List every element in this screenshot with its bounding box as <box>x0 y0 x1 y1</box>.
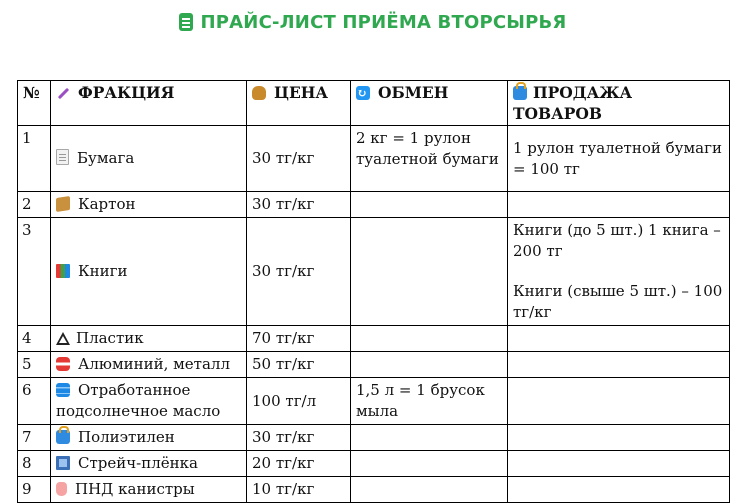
row-sale <box>508 326 730 352</box>
shopping-bag-icon <box>513 86 527 100</box>
row-price: 50 тг/кг <box>247 352 351 378</box>
row-fraction <box>51 451 247 477</box>
row-exchange <box>351 451 508 477</box>
row-price: 70 тг/кг <box>247 326 351 352</box>
paper-icon <box>56 149 69 165</box>
film-icon <box>56 456 70 470</box>
sale-line: Книги (до 5 шт.) 1 книга – 200 тг <box>513 221 721 260</box>
header-price <box>247 81 351 126</box>
recycle-icon <box>56 332 70 345</box>
fraction-name: ПНД канистры <box>75 480 195 498</box>
row-price: 20 тг/кг <box>247 451 351 477</box>
fraction-name: Алюминий, металл <box>78 355 230 373</box>
header-exchange-label: ОБМЕН <box>378 83 449 102</box>
oil-barrel-icon <box>56 383 70 397</box>
table-row <box>18 378 730 425</box>
row-fraction <box>51 352 247 378</box>
row-sale <box>508 192 730 218</box>
row-fraction <box>51 326 247 352</box>
row-sale <box>508 477 730 503</box>
row-exchange <box>351 477 508 503</box>
row-price: 30 тг/кг <box>247 126 351 192</box>
clipboard-icon <box>179 13 193 31</box>
row-exchange <box>351 218 508 326</box>
row-price: 30 тг/кг <box>247 425 351 451</box>
row-fraction <box>51 126 247 192</box>
row-price: 30 тг/кг <box>247 218 351 326</box>
fraction-name: Пластик <box>76 329 144 347</box>
row-num: 1 <box>18 126 51 192</box>
row-num: 2 <box>18 192 51 218</box>
row-sale <box>508 352 730 378</box>
bag-icon <box>56 430 70 444</box>
row-num: 3 <box>18 218 51 326</box>
row-price: 100 тг/л <box>247 378 351 425</box>
row-exchange <box>351 326 508 352</box>
header-fraction-label: ФРАКЦИЯ <box>78 83 175 102</box>
fraction-name: Бумага <box>77 149 135 167</box>
row-sale <box>508 378 730 425</box>
table-row <box>18 192 730 218</box>
page-title <box>0 12 745 33</box>
fraction-name: Отработанное подсолнечное масло <box>56 381 221 420</box>
header-exchange <box>351 81 508 126</box>
row-exchange <box>351 352 508 378</box>
exchange-icon <box>356 86 370 100</box>
table-header-row <box>18 81 730 126</box>
row-price: 30 тг/кг <box>247 192 351 218</box>
row-fraction <box>51 477 247 503</box>
row-fraction <box>51 218 247 326</box>
table-row <box>18 425 730 451</box>
row-sale <box>508 425 730 451</box>
table-row <box>18 326 730 352</box>
row-exchange <box>351 425 508 451</box>
row-exchange: 2 кг = 1 рулон туалетной бумаги <box>351 126 508 192</box>
header-fraction <box>51 81 247 126</box>
price-table <box>17 80 730 503</box>
fraction-name: Стрейч-плёнка <box>78 454 198 472</box>
table-row <box>18 352 730 378</box>
pushpin-icon <box>56 86 70 100</box>
row-price: 10 тг/кг <box>247 477 351 503</box>
header-sale <box>508 81 730 126</box>
row-fraction <box>51 378 247 425</box>
row-fraction <box>51 425 247 451</box>
header-num: № <box>18 81 51 126</box>
can-icon <box>56 357 70 371</box>
row-num: 5 <box>18 352 51 378</box>
row-sale: 1 рулон туалетной бумаги = 100 тг <box>508 126 730 192</box>
box-icon <box>56 196 70 212</box>
row-num: 8 <box>18 451 51 477</box>
header-price-label: ЦЕНА <box>274 83 329 102</box>
money-bag-icon <box>252 86 266 100</box>
row-sale <box>508 218 730 326</box>
row-num: 6 <box>18 378 51 425</box>
row-sale <box>508 451 730 477</box>
canister-icon <box>56 482 67 496</box>
books-icon <box>56 264 70 278</box>
fraction-name: Полиэтилен <box>78 428 175 446</box>
row-num: 7 <box>18 425 51 451</box>
table-row <box>18 451 730 477</box>
table-row <box>18 126 730 192</box>
row-num: 9 <box>18 477 51 503</box>
row-fraction <box>51 192 247 218</box>
title-text: ПРАЙС-ЛИСТ ПРИЁМА ВТОРСЫРЬЯ <box>200 12 567 33</box>
fraction-name: Картон <box>78 195 136 213</box>
table-row <box>18 218 730 326</box>
table-row <box>18 477 730 503</box>
header-sale-label: ПРОДАЖА ТОВАРОВ <box>513 83 633 123</box>
row-exchange: 1,5 л = 1 брусок мыла <box>351 378 508 425</box>
sale-line: Книги (свыше 5 шт.) – 100 тг/кг <box>513 282 723 321</box>
row-num: 4 <box>18 326 51 352</box>
fraction-name: Книги <box>78 262 128 280</box>
row-exchange <box>351 192 508 218</box>
